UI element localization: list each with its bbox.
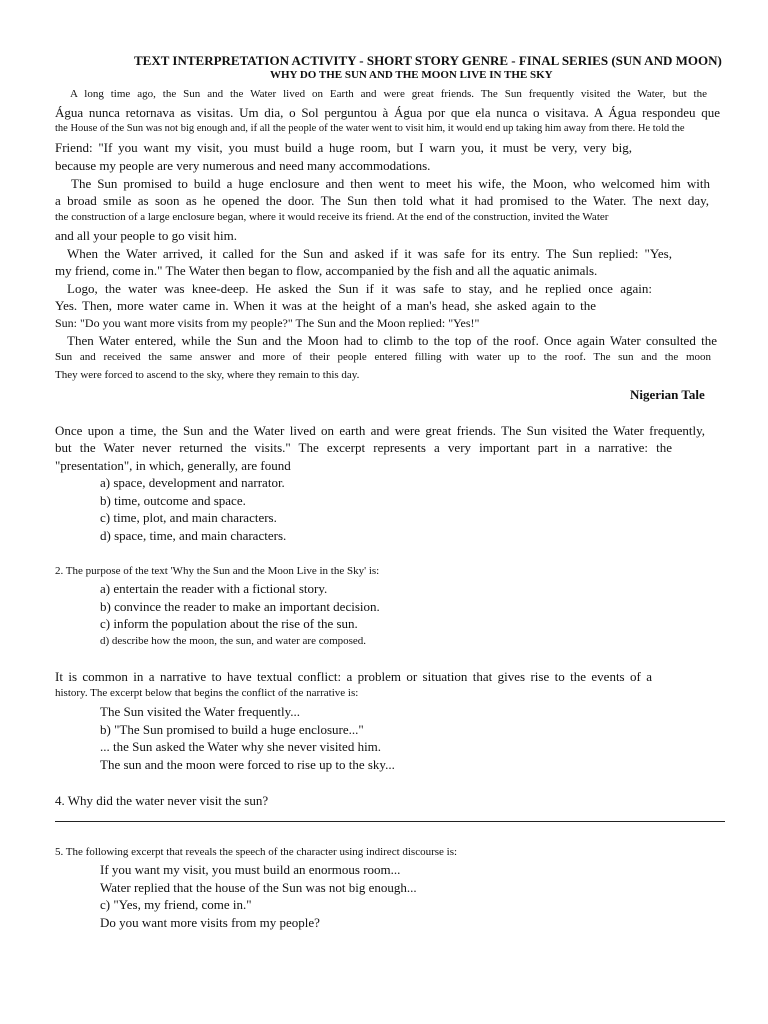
question-1-option-c: c) time, plot, and main characters. <box>100 510 277 525</box>
question-5-stem: 5. The following excerpt that reveals the speech of the character using indirect discourse is: <box>55 846 458 858</box>
story-line: A long time ago, the Sun and the Water lived on Earth and were great friends. The Sun frequently visited the Water, but the <box>70 88 707 100</box>
story-line: a broad smile as soon as he opened the door. The Sun then told what it had promised to the Water. The next day, <box>55 193 709 208</box>
worksheet-title: TEXT INTERPRETATION ACTIVITY - SHORT STORY GENRE - FINAL SERIES (SUN AND MOON) <box>134 53 722 68</box>
story-line: Friend: "If you want my visit, you must build a huge room, but I warn you, it must be very, very big, <box>55 140 632 155</box>
story-line: Logo, the water was knee-deep. He asked the Sun if it was safe to stay, and he replied once again: <box>67 281 652 296</box>
question-5-option-c: c) "Yes, my friend, come in." <box>100 897 252 912</box>
question-5-option-1: If you want my visit, you must build an enormous room... <box>100 862 401 877</box>
question-2-option-a: a) entertain the reader with a fictional story. <box>100 581 328 596</box>
story-line: When the Water arrived, it called for the Sun and asked if it was safe for its entry. The Sun replied: "Yes, <box>67 246 672 261</box>
story-line: the House of the Sun was not big enough and, if all the people of the water went to visit him, it would end up taking him away from there. He told the <box>55 123 685 134</box>
story-line: Sun: "Do you want more visits from my people?" The Sun and the Moon replied: "Yes!" <box>55 316 480 330</box>
question-2-option-c: c) inform the population about the rise of the sun. <box>100 616 358 631</box>
question-5-option-2: Water replied that the house of the Sun was not big enough... <box>100 880 417 895</box>
question-1-option-a: a) space, development and narrator. <box>100 475 285 490</box>
question-2-option-b: b) convince the reader to make an important decision. <box>100 599 380 614</box>
question-1-option-b: b) time, outcome and space. <box>100 493 246 508</box>
question-3-option-b: b) "The Sun promised to build a huge enclosure..." <box>100 722 364 737</box>
story-line: Sun and received the same answer and more of their people entered filling with water up to the roof. The sun and the moon <box>55 351 711 363</box>
question-3-stem: It is common in a narrative to have textual conflict: a problem or situation that gives rise to the events of a <box>55 669 652 684</box>
story-source: Nigerian Tale <box>630 387 705 402</box>
question-1-stem: but the Water never returned the visits." The excerpt represents a very important part in a narrative: the <box>55 440 672 455</box>
question-3-option-1: The Sun visited the Water frequently... <box>100 704 301 719</box>
question-2-stem: 2. The purpose of the text 'Why the Sun and the Moon Live in the Sky' is: <box>55 565 380 577</box>
story-title: WHY DO THE SUN AND THE MOON LIVE IN THE SKY <box>270 69 553 81</box>
question-5-option-4: Do you want more visits from my people? <box>100 915 320 930</box>
question-4-stem: 4. Why did the water never visit the sun? <box>55 793 269 808</box>
story-line: my friend, come in." The Water then began to flow, accompanied by the fish and all the aquatic animals. <box>55 263 598 278</box>
story-line: because my people are very numerous and need many accommodations. <box>55 158 431 173</box>
story-line: They were forced to ascend to the sky, where they remain to this day. <box>55 369 360 381</box>
answer-line[interactable] <box>55 821 725 822</box>
story-line: the construction of a large enclosure began, where it would receive its friend. At the end of the construction, invited the Water <box>55 211 609 223</box>
story-line: and all your people to go visit him. <box>55 228 237 243</box>
story-line: Yes. Then, more water came in. When it was at the height of a man's head, she asked again to the <box>55 298 596 313</box>
question-1-stem: "presentation", in which, generally, are found <box>55 458 291 473</box>
question-3-option-3: ... the Sun asked the Water why she never visited him. <box>100 739 382 754</box>
question-1-option-d: d) space, time, and main characters. <box>100 528 287 543</box>
question-1-stem: Once upon a time, the Sun and the Water lived on earth and were great friends. The Sun visited the Water frequently, <box>55 423 705 438</box>
story-line: Água nunca retornava as visitas. Um dia, o Sol perguntou à Água por que ela nunca o visitava. A Água respondeu que <box>55 105 720 120</box>
question-3-option-4: The sun and the moon were forced to rise up to the sky... <box>100 757 395 772</box>
story-line: The Sun promised to build a huge enclosure and then went to meet his wife, the Moon, who welcomed him with <box>71 176 710 191</box>
question-2-option-d: d) describe how the moon, the sun, and water are composed. <box>100 635 367 647</box>
question-3-stem: history. The excerpt below that begins the conflict of the narrative is: <box>55 687 359 699</box>
story-line: Then Water entered, while the Sun and the Moon had to climb to the top of the roof. Once again Water consulted the <box>67 333 717 348</box>
